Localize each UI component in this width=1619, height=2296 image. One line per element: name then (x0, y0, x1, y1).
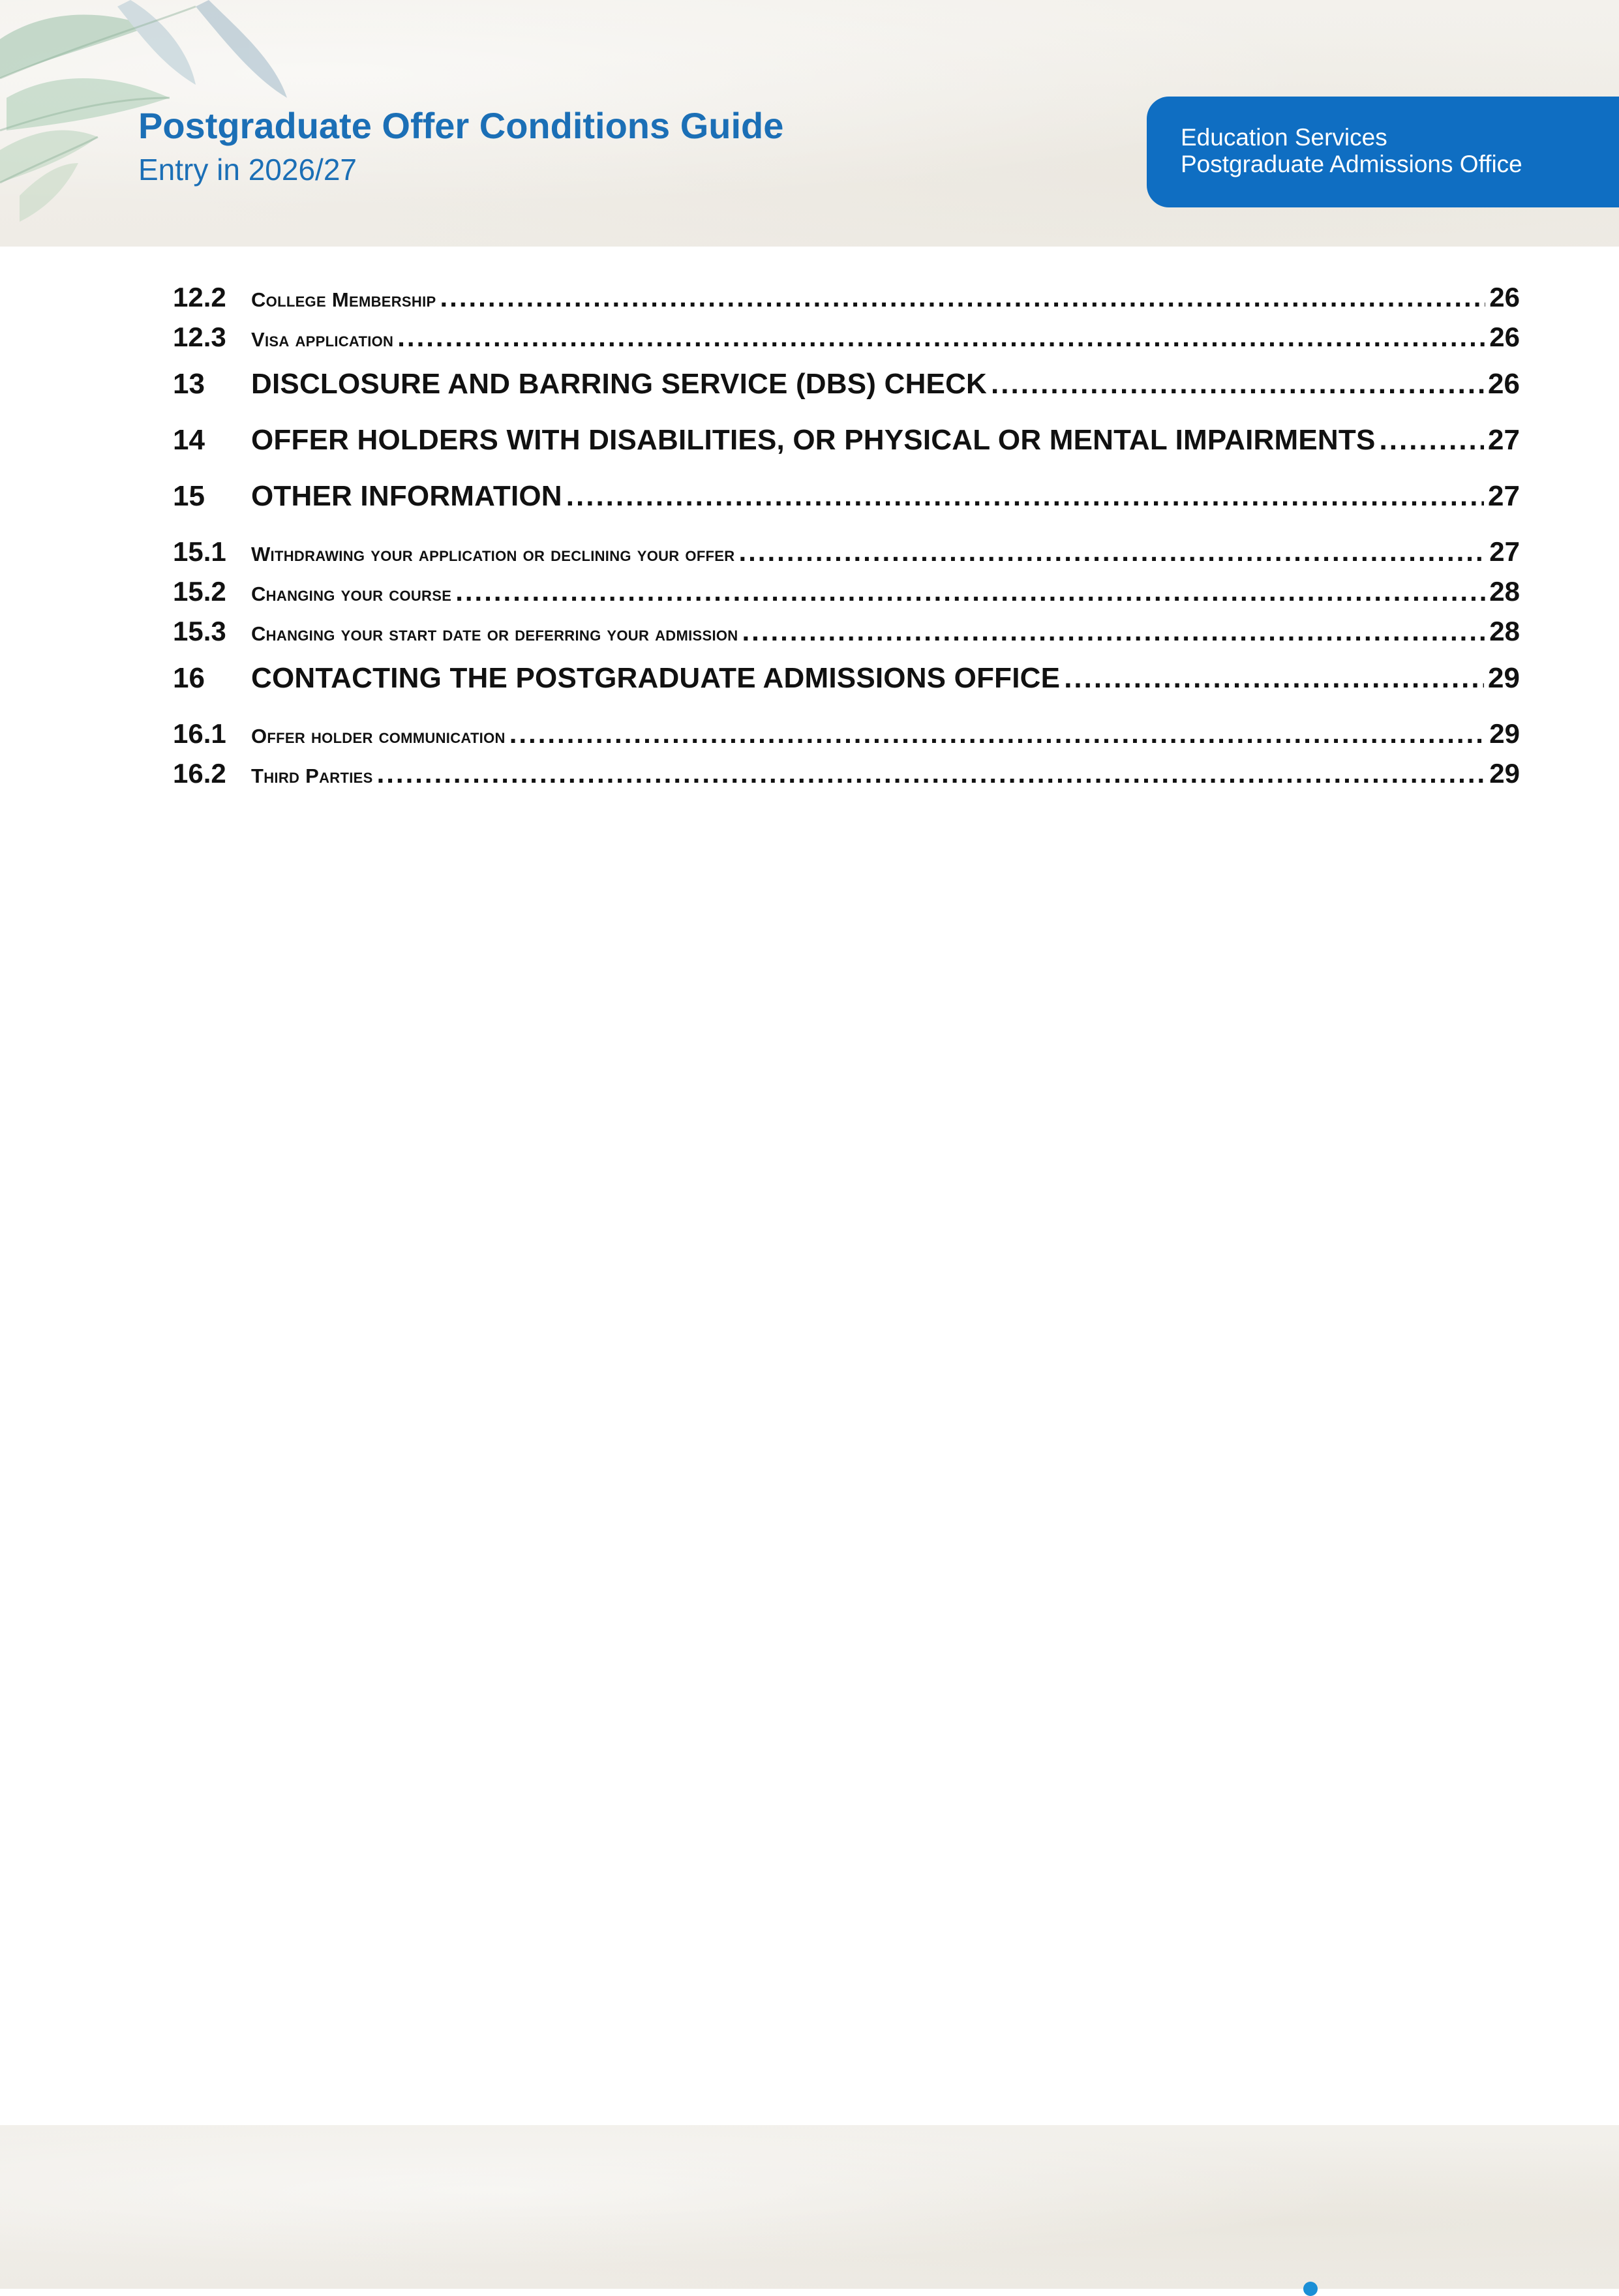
toc-entry-page: 29 (1489, 758, 1520, 789)
toc-entry-label: OTHER INFORMATION (251, 480, 562, 512)
toc-entry-14[interactable] (173, 424, 1520, 480)
toc-entry-15[interactable] (173, 480, 1520, 536)
toc-entry-number: 16.1 (173, 718, 226, 749)
toc-entry-label: College Membership (251, 288, 436, 311)
footer-logo-icon (1303, 2282, 1318, 2296)
toc-entry-13[interactable] (173, 368, 1520, 424)
toc-dot-leader (1380, 424, 1485, 457)
toc-entry-page: 27 (1488, 424, 1520, 456)
document-subtitle: Entry in 2026/27 (138, 153, 357, 187)
department-name: Education Services (1181, 124, 1387, 151)
toc-entry-12-2[interactable] (173, 282, 1520, 322)
toc-entry-15-1[interactable] (173, 536, 1520, 576)
toc-dot-leader (509, 718, 1486, 749)
toc-entry-number: 12.3 (173, 322, 226, 352)
toc-entry-label: Changing your start date or deferring your admission (251, 622, 738, 645)
department-badge (1147, 97, 1619, 207)
toc-entry-page: 27 (1488, 480, 1520, 512)
toc-entry-number: 13 (173, 368, 205, 400)
toc-entry-label: DISCLOSURE AND BARRING SERVICE (DBS) CHECK (251, 368, 988, 400)
toc-entry-number: 12.2 (173, 282, 226, 312)
toc-entry-number: 16 (173, 662, 205, 694)
toc-entry-12-3[interactable] (173, 322, 1520, 361)
toc-entry-page: 26 (1489, 282, 1520, 312)
toc-entry-16-1[interactable] (173, 718, 1520, 758)
toc-dot-leader (377, 758, 1486, 789)
toc-entry-page: 26 (1489, 322, 1520, 352)
toc-entry-label: Changing your course (251, 582, 452, 605)
toc-entry-page: 28 (1489, 616, 1520, 646)
toc-dot-leader (742, 616, 1485, 647)
toc-entry-number: 14 (173, 424, 205, 456)
toc-entry-number: 15 (173, 480, 205, 512)
toc-dot-leader (440, 282, 1485, 313)
toc-entry-label: CONTACTING THE POSTGRADUATE ADMISSIONS OFFICE (251, 662, 1061, 694)
toc-entry-number: 15.3 (173, 616, 226, 646)
toc-entry-label: OFFER HOLDERS WITH DISABILITIES, OR PHYSICAL OR MENTAL IMPAIRMENTS (251, 424, 1376, 456)
toc-entry-label: Offer holder communication (251, 725, 506, 748)
toc-entry-16[interactable] (173, 662, 1520, 718)
toc-entry-page: 28 (1489, 576, 1520, 607)
office-name: Postgraduate Admissions Office (1181, 151, 1522, 177)
toc-entry-16-2[interactable] (173, 758, 1520, 798)
toc-entry-page: 29 (1489, 718, 1520, 749)
toc-entry-page: 29 (1488, 662, 1520, 694)
toc-entry-number: 15.2 (173, 576, 226, 607)
toc-dot-leader (991, 368, 1484, 400)
toc-entry-15-3[interactable] (173, 616, 1520, 656)
toc-entry-label: Visa application (251, 328, 394, 351)
document-title: Postgraduate Offer Conditions Guide (138, 105, 784, 146)
page-header (0, 0, 1619, 247)
toc-entry-15-2[interactable] (173, 576, 1520, 616)
toc-dot-leader (566, 480, 1484, 513)
toc-entry-label: Withdrawing your application or declining your offer (251, 543, 735, 566)
toc-entry-page: 27 (1489, 536, 1520, 567)
toc-dot-leader (455, 576, 1485, 607)
page-footer (0, 2125, 1619, 2289)
toc-entry-number: 16.2 (173, 758, 226, 789)
toc-dot-leader (1064, 662, 1484, 695)
toc-entry-number: 15.1 (173, 536, 226, 567)
toc-dot-leader (738, 536, 1485, 567)
toc-entry-page: 26 (1488, 368, 1520, 400)
toc-entry-label: Third Parties (251, 764, 373, 787)
toc-dot-leader (397, 322, 1485, 353)
table-of-contents (173, 282, 1520, 798)
